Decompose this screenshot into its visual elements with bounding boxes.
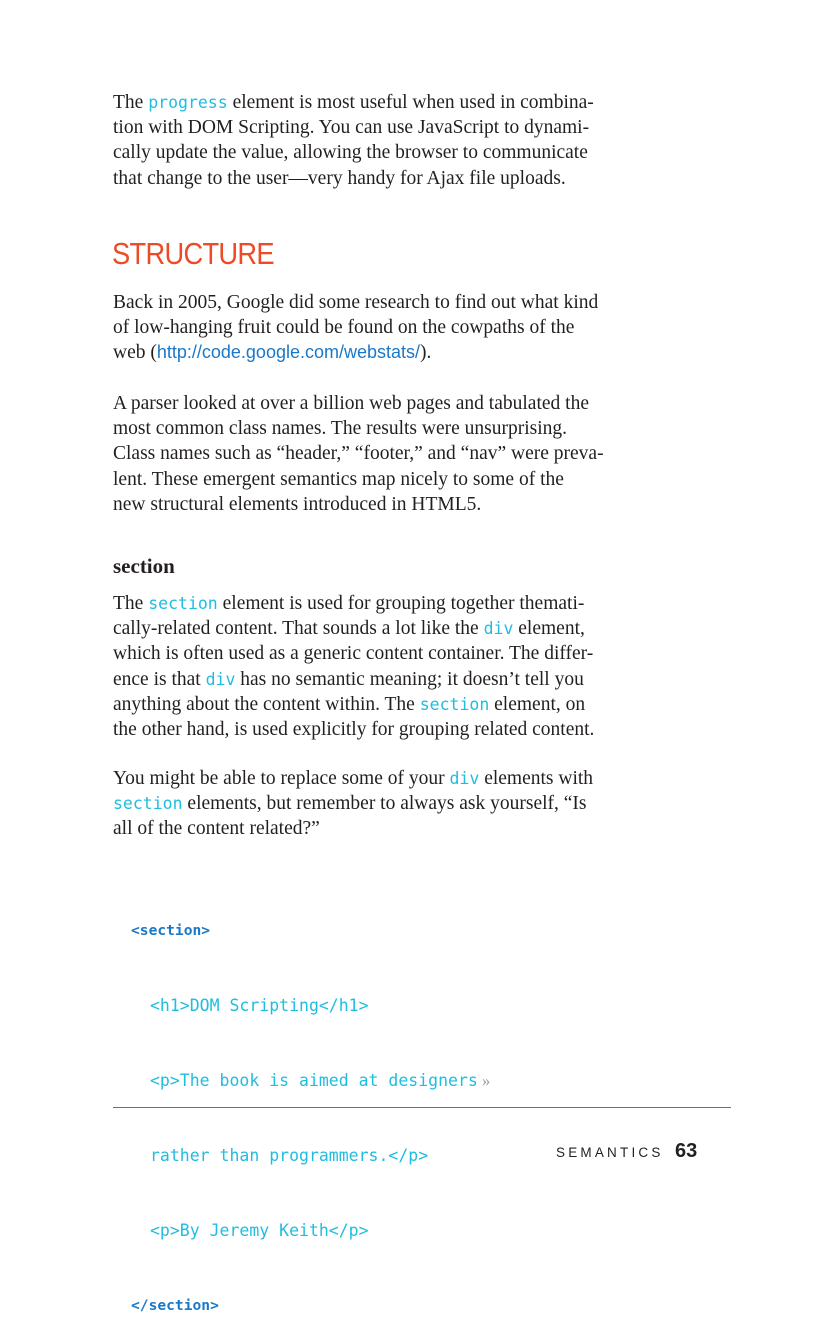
inline-code: progress [148, 93, 228, 112]
text-line: anything about the content within. The section element, on [113, 693, 586, 715]
inline-code: section [148, 594, 218, 613]
running-footer-label: SEMANTICS [556, 1145, 664, 1160]
text-line: web (http://code.google.com/webstats/). [113, 342, 432, 364]
text-line: new structural elements introduced in HTML5. [113, 493, 482, 515]
text-line: cally-related content. That sounds a lot like the div element, [113, 618, 585, 640]
text-line: lent. These emergent semantics map nicely to some of the [113, 468, 564, 490]
code-line: <h1>DOM Scripting</h1> [150, 996, 369, 1015]
continuation-marker: » [477, 1071, 491, 1090]
text-line: Class names such as “header,” “footer,” and “nav” were preva- [113, 443, 604, 465]
inline-code: section [419, 694, 490, 714]
text-line: A parser looked at over a billion web pages and tabulated the [113, 393, 589, 414]
inline-code: section [113, 794, 183, 814]
section-element-paragraph [113, 591, 673, 742]
text-line: Back in 2005, Google did some research to find out what kind [113, 292, 599, 313]
text-line: that change to the user—very handy for Ajax file uploads. [113, 167, 566, 189]
code-line: rather than programmers.</p> [150, 1146, 429, 1165]
inline-code: div [449, 769, 480, 788]
text-line: cally update the value, allowing the browser to communicate [113, 142, 588, 164]
section-heading: STRUCTURE [112, 236, 274, 271]
text-line: The progress element is most useful when used in combina- [113, 92, 594, 113]
page-number: 63 [675, 1140, 698, 1162]
text-line: of low-hanging fruit could be found on the cowpaths of the [113, 317, 575, 339]
text-line: most common class names. The results were unsurprising. [113, 418, 568, 440]
footer-divider [113, 1107, 731, 1108]
code-line: <p>By Jeremy Keith</p> [150, 1221, 369, 1240]
inline-code: div [205, 669, 236, 689]
text-line: the other hand, is used explicitly for grouping related content. [113, 719, 595, 741]
code-line: <p>The book is aimed at designers » [150, 1071, 491, 1090]
text-line: ence is that div has no semantic meaning; it doesn’t tell you [113, 668, 584, 690]
intro-paragraph [113, 90, 673, 191]
text-line: all of the content related?” [113, 818, 320, 840]
webstats-link[interactable]: http://code.google.com/webstats/ [156, 342, 421, 363]
inline-code: div [483, 619, 514, 639]
google-research-paragraph [113, 290, 673, 366]
text-line: You might be able to replace some of your div elements with [113, 768, 594, 789]
text-line: which is often used as a generic content container. The differ- [113, 643, 594, 665]
code-line: </section> [131, 1297, 219, 1314]
code-example [131, 868, 490, 1343]
subsection-heading: section [113, 554, 175, 578]
text-line: tion with DOM Scripting. You can use JavaScript to dynami- [113, 117, 590, 139]
replace-div-paragraph [113, 766, 673, 842]
code-line: <section> [131, 922, 211, 939]
parser-paragraph [113, 391, 673, 517]
text-line: section elements, but remember to always ask yourself, “Is [113, 793, 587, 815]
text-line: The section element is used for grouping together themati- [113, 593, 585, 614]
